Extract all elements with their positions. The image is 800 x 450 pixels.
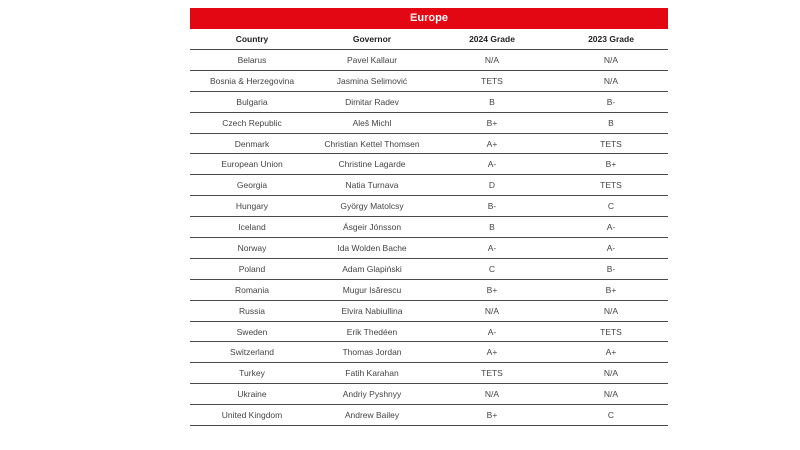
table-row (190, 154, 668, 175)
column-header-governor: Governor (314, 29, 430, 50)
grade-2023-cell: N/A (554, 50, 668, 71)
governor-cell: Aleš Michl (314, 112, 430, 133)
table-row (190, 50, 668, 71)
grade-2024-cell: N/A (430, 50, 554, 71)
grade-2024-cell: TETS (430, 70, 554, 91)
grade-2024-cell: TETS (430, 363, 554, 384)
country-cell: Poland (190, 258, 314, 279)
grade-2024-cell: N/A (430, 384, 554, 405)
table-body (190, 50, 668, 426)
country-cell: Romania (190, 279, 314, 300)
country-cell: United Kingdom (190, 405, 314, 426)
table-header (190, 29, 668, 50)
country-cell: Ukraine (190, 384, 314, 405)
governor-cell: Erik Thedéen (314, 321, 430, 342)
country-cell: Turkey (190, 363, 314, 384)
grade-2024-cell: B+ (430, 405, 554, 426)
grade-2023-cell: N/A (554, 70, 668, 91)
grade-2024-cell: A- (430, 154, 554, 175)
grade-2023-cell: TETS (554, 175, 668, 196)
grade-2024-cell: C (430, 258, 554, 279)
grade-2024-cell: B (430, 91, 554, 112)
governor-cell: Fatih Karahan (314, 363, 430, 384)
region-header: Europe (190, 8, 668, 29)
column-header-country: Country (190, 29, 314, 50)
grade-2024-cell: A+ (430, 133, 554, 154)
table-row (190, 238, 668, 259)
table-row (190, 342, 668, 363)
table-row (190, 70, 668, 91)
grade-2023-cell: A- (554, 217, 668, 238)
grade-2023-cell: C (554, 196, 668, 217)
grade-2024-cell: A- (430, 321, 554, 342)
governor-cell: Natia Turnava (314, 175, 430, 196)
grade-2023-cell: A- (554, 238, 668, 259)
country-cell: Switzerland (190, 342, 314, 363)
table-row (190, 279, 668, 300)
country-cell: Sweden (190, 321, 314, 342)
grade-2024-cell: A+ (430, 342, 554, 363)
governor-cell: Andriy Pyshnyy (314, 384, 430, 405)
grade-2023-cell: N/A (554, 384, 668, 405)
governor-cell: Pavel Kallaur (314, 50, 430, 71)
grade-2023-cell: TETS (554, 321, 668, 342)
table-row (190, 112, 668, 133)
table-row (190, 258, 668, 279)
grade-2024-cell: D (430, 175, 554, 196)
grade-2024-cell: B+ (430, 279, 554, 300)
grade-2023-cell: A+ (554, 342, 668, 363)
governor-cell: Dimitar Radev (314, 91, 430, 112)
column-header-2023-grade: 2023 Grade (554, 29, 668, 50)
table-row (190, 91, 668, 112)
grade-2024-cell: A- (430, 238, 554, 259)
table-row (190, 405, 668, 426)
column-header-2024-grade: 2024 Grade (430, 29, 554, 50)
governor-cell: Adam Glapiński (314, 258, 430, 279)
header-row (190, 29, 668, 50)
table-row (190, 133, 668, 154)
grade-2024-cell: B- (430, 196, 554, 217)
governor-cell: Christian Kettel Thomsen (314, 133, 430, 154)
grade-2024-cell: B (430, 217, 554, 238)
grades-table (190, 29, 668, 426)
table-row (190, 196, 668, 217)
governor-cell: Thomas Jordan (314, 342, 430, 363)
country-cell: European Union (190, 154, 314, 175)
grade-2023-cell: C (554, 405, 668, 426)
table-row (190, 175, 668, 196)
grade-2023-cell: N/A (554, 363, 668, 384)
governor-cell: Elvira Nabiullina (314, 300, 430, 321)
governor-cell: Christine Lagarde (314, 154, 430, 175)
country-cell: Iceland (190, 217, 314, 238)
governor-cell: Ásgeir Jónsson (314, 217, 430, 238)
country-cell: Denmark (190, 133, 314, 154)
table-row (190, 321, 668, 342)
country-cell: Bulgaria (190, 91, 314, 112)
grade-2024-cell: N/A (430, 300, 554, 321)
governor-cell: Andrew Bailey (314, 405, 430, 426)
grade-2023-cell: B- (554, 258, 668, 279)
table-row (190, 363, 668, 384)
governor-cell: Jasmina Selimović (314, 70, 430, 91)
grade-2023-cell: TETS (554, 133, 668, 154)
country-cell: Georgia (190, 175, 314, 196)
grade-2023-cell: N/A (554, 300, 668, 321)
grade-2023-cell: B- (554, 91, 668, 112)
table-row (190, 217, 668, 238)
country-cell: Czech Republic (190, 112, 314, 133)
table-row (190, 384, 668, 405)
country-cell: Russia (190, 300, 314, 321)
country-cell: Bosnia & Herzegovina (190, 70, 314, 91)
grade-2023-cell: B (554, 112, 668, 133)
country-cell: Norway (190, 238, 314, 259)
governor-cell: Mugur Isărescu (314, 279, 430, 300)
governor-cell: Ida Wolden Bache (314, 238, 430, 259)
grades-table-container (190, 8, 668, 426)
governor-cell: György Matolcsy (314, 196, 430, 217)
table-row (190, 300, 668, 321)
country-cell: Hungary (190, 196, 314, 217)
grade-2024-cell: B+ (430, 112, 554, 133)
grade-2023-cell: B+ (554, 154, 668, 175)
grade-2023-cell: B+ (554, 279, 668, 300)
country-cell: Belarus (190, 50, 314, 71)
